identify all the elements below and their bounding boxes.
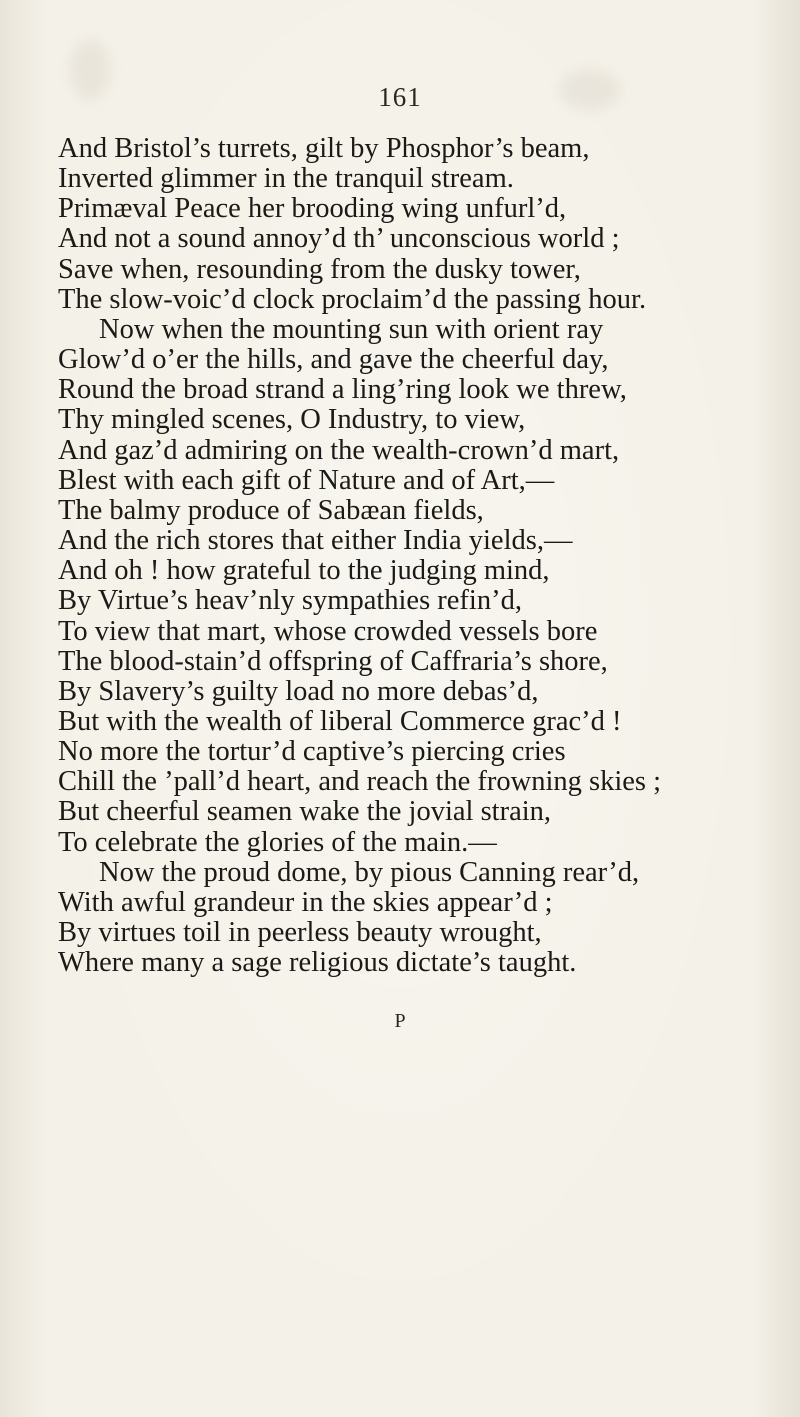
poem-line: And oh ! how grateful to the judging mind, [58, 555, 550, 587]
poem-line: By Virtue’s heav’nly sympathies refin’d, [58, 585, 522, 617]
poem-line: But cheerful seamen wake the jovial strain, [58, 796, 552, 828]
poem-line: And the rich stores that either India yields,— [58, 525, 573, 557]
poem-line: Now the proud dome, by pious Canning rear’d, [99, 856, 640, 888]
poem-line: To view that mart, whose crowded vessels bore [58, 615, 598, 647]
poem-line: Save when, resounding from the dusky tower, [58, 253, 581, 285]
poem-line: Now when the mounting sun with orient ray [99, 313, 604, 345]
poem-line: The balmy produce of Sabæan fields, [58, 494, 484, 526]
poem-line: Chill the ’pall’d heart, and reach the frowning skies ; [58, 766, 662, 798]
signature-mark: P [394, 1010, 406, 1032]
poem-line: And gaz’d admiring on the wealth-crown’d mart, [58, 434, 620, 466]
poem-line: Primæval Peace her brooding wing unfurl’d, [58, 193, 567, 225]
poem-line: Where many a sage religious dictate’s taught. [58, 947, 577, 979]
poem-line: But with the wealth of liberal Commerce grac’d ! [58, 705, 622, 737]
poem-line: And Bristol’s turrets, gilt by Phosphor’s beam, [58, 133, 590, 164]
poem-line: The slow-voic’d clock proclaim’d the passing hour. [58, 283, 647, 315]
poem-line: By virtues toil in peerless beauty wrought, [58, 917, 542, 949]
poem-line: The blood-stain’d offspring of Caffraria’s shore, [58, 645, 608, 677]
poem-line: By Slavery’s guilty load no more debas’d, [58, 675, 539, 707]
poem-line: Glow’d o’er the hills, and gave the cheerful day, [58, 344, 609, 376]
poem-line: Blest with each gift of Nature and of Art,— [58, 464, 555, 496]
poem-line: To celebrate the glories of the main.— [58, 826, 497, 858]
page-number: 161 [378, 82, 422, 112]
poem-line: Round the broad strand a ling’ring look we threw, [58, 374, 627, 406]
poem-line: Inverted glimmer in the tranquil stream. [58, 163, 514, 195]
poem-line: Thy mingled scenes, O Industry, to view, [58, 404, 526, 436]
poem-line: With awful grandeur in the skies appear’d ; [58, 886, 553, 918]
poem-line: And not a sound annoy’d th’ unconscious world ; [58, 223, 620, 255]
poem-line: No more the tortur’d captive’s piercing cries [58, 736, 566, 768]
poem-text [58, 134, 776, 978]
